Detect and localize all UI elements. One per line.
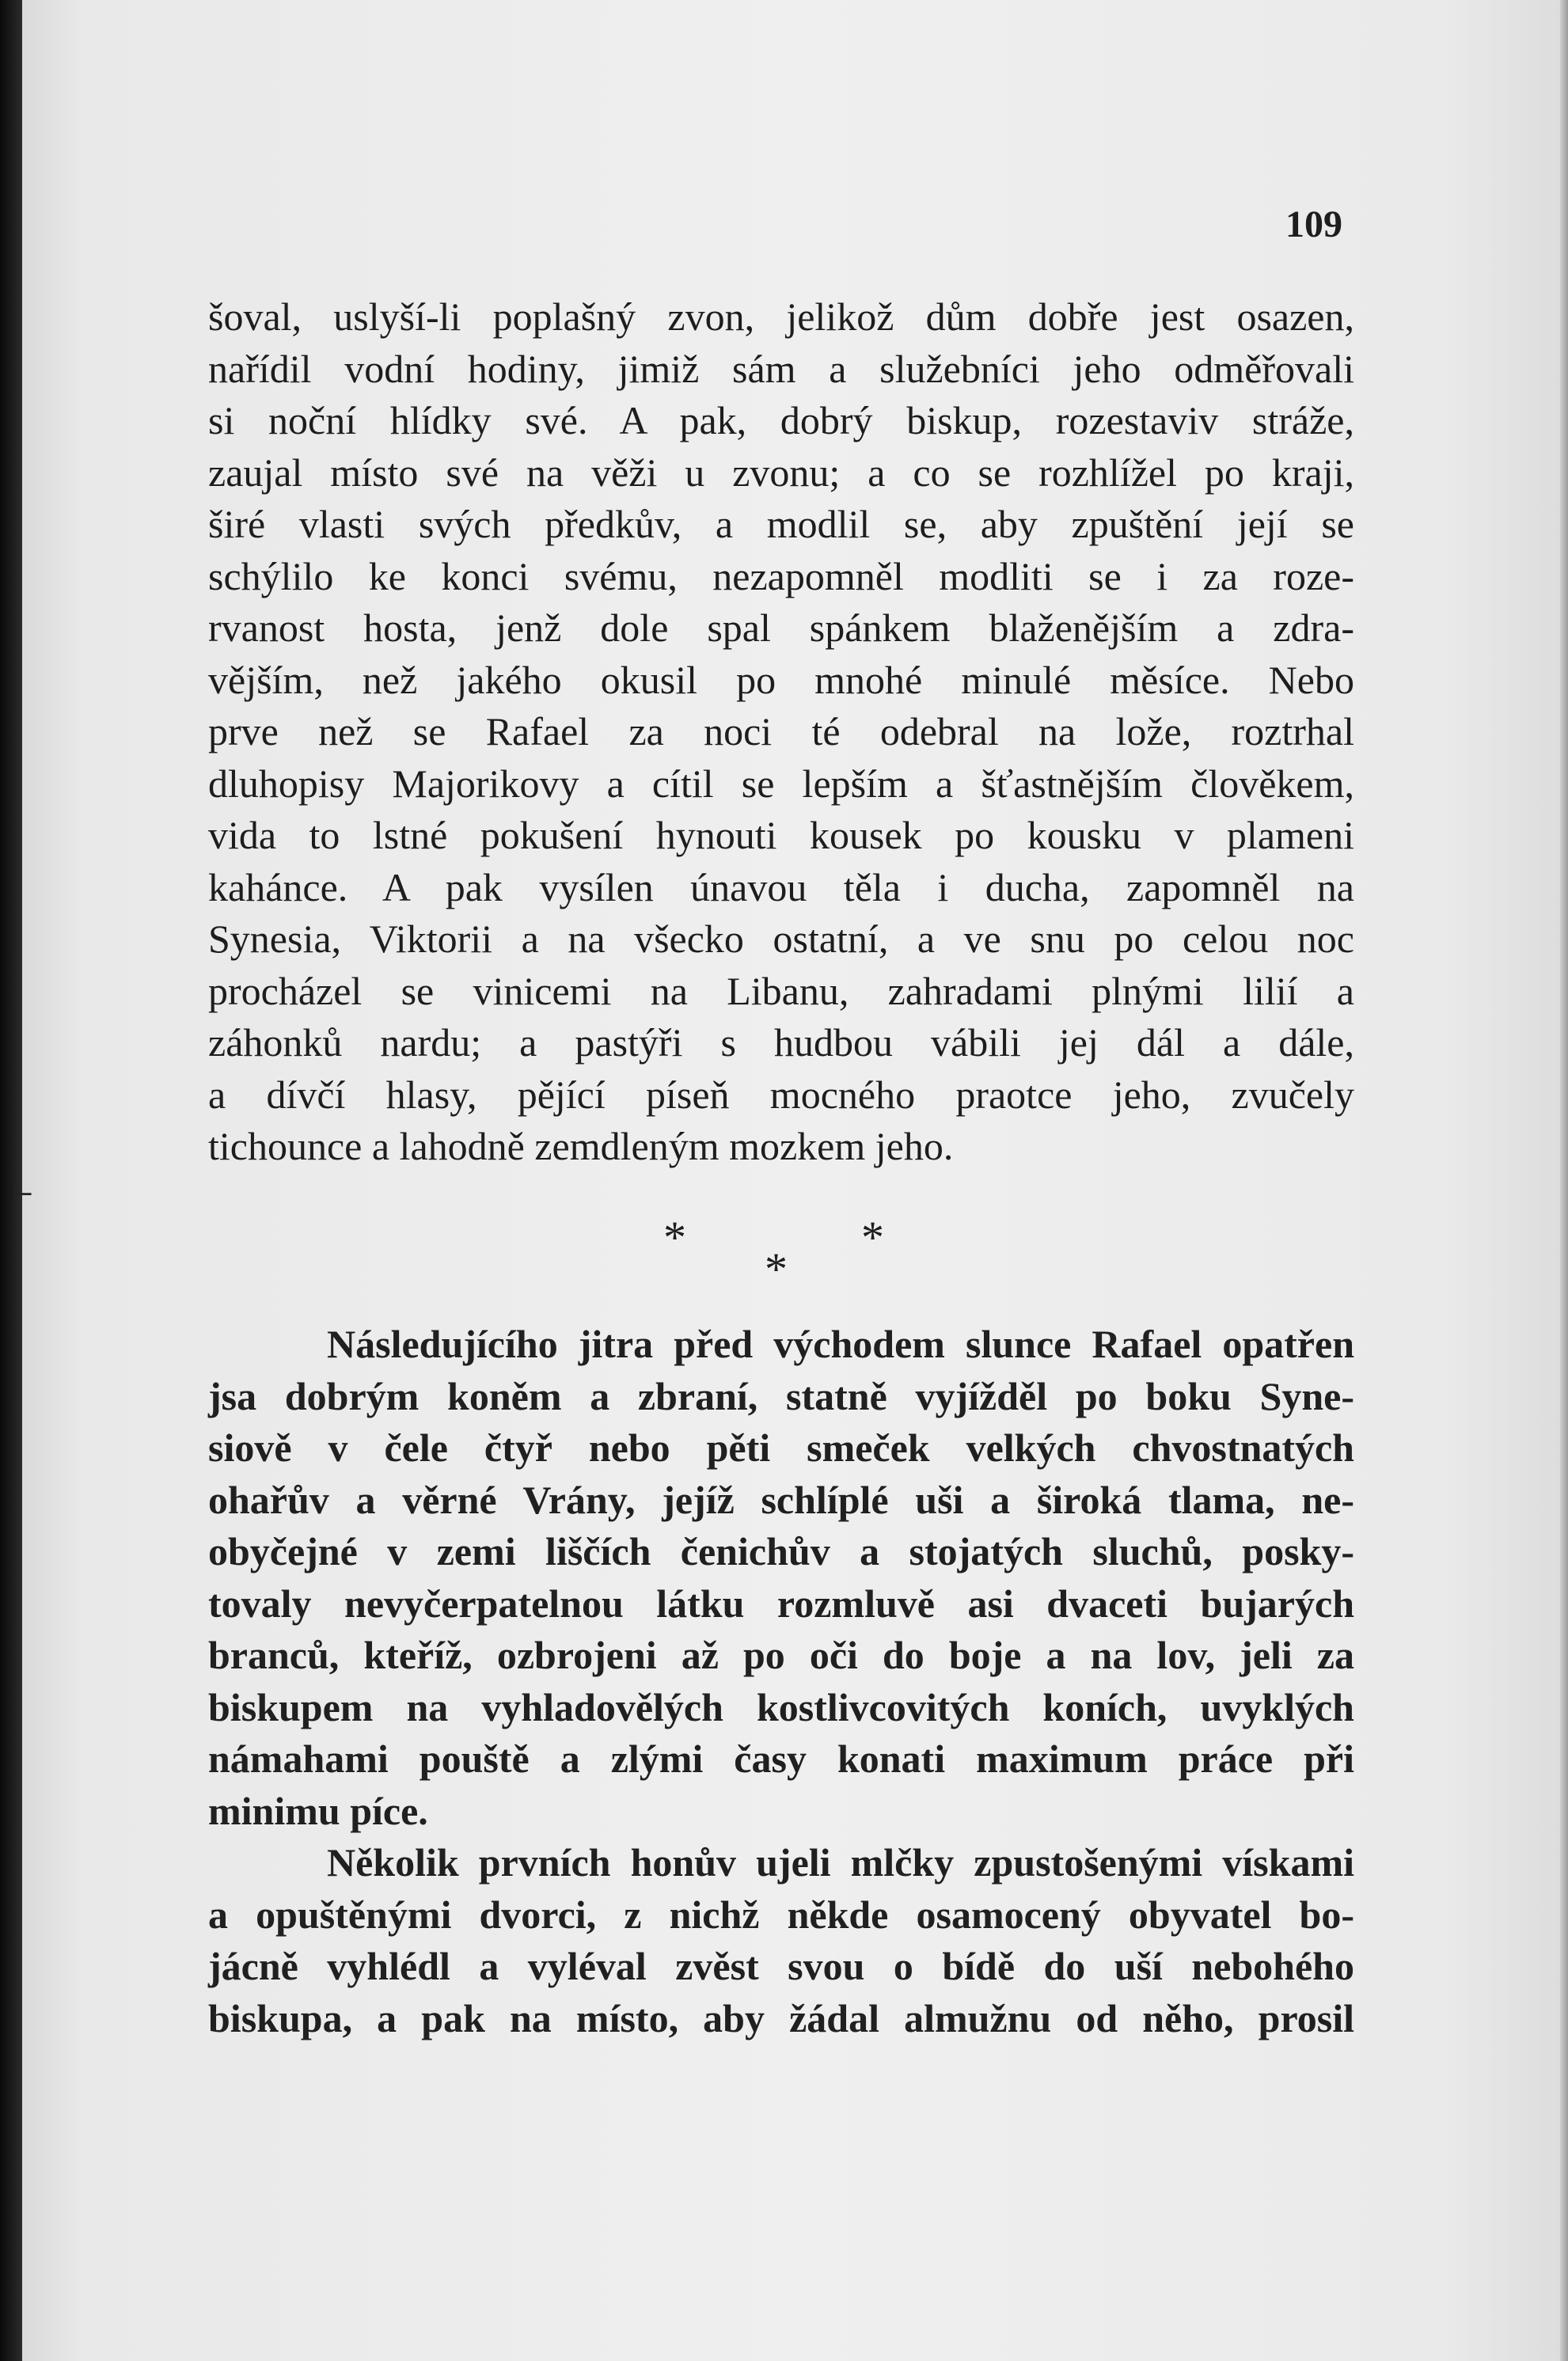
book-page [9, 0, 1568, 2361]
margin-mark: › [9, 467, 19, 496]
text-line: procházel se vinicemi na Libanu, zahradami plnými lilií a [208, 968, 1354, 1013]
text-line: branců, kteříž, ozbrojeni až po oči do boje a na lov, jeli za [208, 1633, 1354, 1677]
text-line: Synesia, Viktorii a na všecko ostatní, a ve snu po celou noc [208, 917, 1354, 961]
text-line: nařídil vodní hodiny, jimiž sám a služebníci jeho odměřovali [208, 346, 1354, 391]
text-line: a dívčí hlasy, pějící píseň mocného praotce jeho, zvučely [208, 1072, 1354, 1117]
text-line: si noční hlídky své. A pak, dobrý biskup, rozestaviv stráže, [208, 398, 1354, 442]
text-line: biskupem na vyhladovělých kostlivcovitých koních, uvyklých [208, 1684, 1354, 1729]
page-number: 109 [1285, 203, 1342, 245]
text-line: záhonků nardu; a pastýři s hudbou vábili jej dál a dále, [208, 1020, 1354, 1065]
text-line: schýlilo ke konci svému, nezapomněl modliti se i za roze- [208, 553, 1354, 598]
asterisk: * [663, 1212, 686, 1263]
text-line: siově v čele čtyř nebo pěti smeček velkých chvostnatých [208, 1425, 1354, 1470]
section-two-text [208, 1319, 1354, 2044]
text-line: minimu píce. [208, 1788, 428, 1833]
text-line: dluhopisy Majorikovy a cítil se lepším a šťastnějším člověkem, [208, 761, 1354, 806]
text-line: zaujal místo své na věži u zvonu; a co se rozhlížel po kraji, [208, 450, 1354, 495]
text-line: širé vlasti svých předkův, a modlil se, aby zpuštění její se [208, 502, 1354, 546]
text-line: ohařův a věrné Vrány, jejíž schlíplé uši a široká tlama, ne- [208, 1477, 1354, 1522]
text-line: rvanost hosta, jenž dole spal spánkem blaženějším a zdra- [208, 605, 1354, 650]
margin-mark: ⊢ [11, 1181, 35, 1210]
text-line: prve než se Rafael za noci té odebral na lože, roztrhal [208, 709, 1354, 753]
page-edge-shadow [1560, 0, 1568, 2361]
text-line: námahami pouště a zlými časy konati maximum práce při [208, 1737, 1354, 1781]
paragraph-continued [208, 291, 1354, 1173]
text-line: tovaly nevyčerpatelnou látku rozmluvě asi dvaceti bujarých [208, 1581, 1354, 1626]
text-line: vida to lstné pokušení hynouti kousek po kousku v plameni [208, 813, 1354, 857]
section-separator [647, 1211, 917, 1298]
text-line: Následujícího jitra před východem slunce Rafael opatřen [327, 1322, 1354, 1366]
text-line: biskupa, a pak na místo, aby žádal almužnu od něho, prosil [208, 1995, 1354, 2040]
text-line: vějším, než jakého okusil po mnohé minulé měsíce. Nebo [208, 657, 1354, 702]
text-line: a opuštěnými dvorci, z nichž někde osamocený obyvatel bo- [208, 1892, 1354, 1937]
text-line: jsa dobrým koněm a zbraní, statně vyjížděl po boku Syne- [208, 1373, 1354, 1418]
asterisk: * [861, 1212, 884, 1263]
text-line: Několik prvních honův ujeli mlčky zpustošenými vískami [327, 1840, 1354, 1885]
text-line: kahánce. A pak vysílen únavou těla i ducha, zapomněl na [208, 864, 1354, 909]
text-line: obyčejné v zemi liščích čenichův a stojatých sluchů, posky- [208, 1529, 1354, 1573]
text-line: šoval, uslyší-li poplašný zvon, jelikož dům dobře jest osazen, [208, 294, 1354, 339]
asterisk: * [765, 1243, 788, 1295]
text-line: jácně vyhlédl a vyléval zvěst svou o bídě do uší nebohého [208, 1944, 1354, 1988]
text-line: tichounce a lahodně zemdleným mozkem jeho. [208, 1124, 954, 1168]
